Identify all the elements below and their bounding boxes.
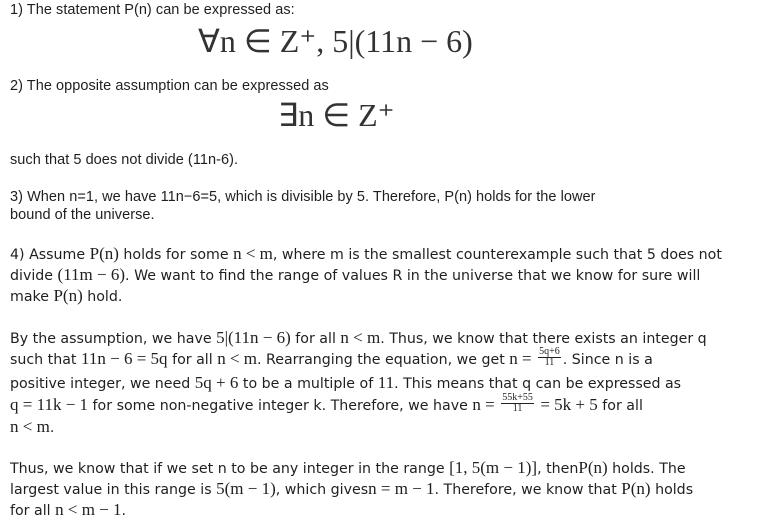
step5-line-1: By the assumption, we have 5|(11n − 6) for all n < m. Thus, we know that there exists an integer q [10, 328, 707, 347]
conclusion-line-3: for all n < m − 1. [10, 500, 127, 519]
base-case-line-2: bound of the universe. [10, 207, 155, 223]
step5-line-2: such that 11n − 6 = 5q for all n < m. Rearranging the equation, we get n = $\frac{5q+6}{11}$ . Since n is a [10, 345, 653, 368]
step5-line-5: n < m. [10, 417, 55, 436]
step4-line-3: make P(n) hold. [10, 286, 123, 305]
conclusion-line-1: Thus, we know that if we set n to be any integer in the range [1, 5(m − 1)], thenP(n) holds. The [10, 458, 686, 477]
step4-line-2: divide (11m − 6). We want to find the range of values R in the universe that we know for sure will [10, 265, 701, 284]
statement-intro: 1) The statement P(n) can be expressed as: [10, 2, 295, 18]
step4-line-1: 4) Assume P(n) holds for some n < m, where m is the smallest counterexample such that 5 does not [10, 244, 722, 263]
statement-formula: ∀n ∈ Z⁺, 5|(11n − 6) [198, 23, 473, 59]
opposite-continuation: such that 5 does not divide (11n-6). [10, 152, 239, 168]
step5-line-4: q = 11k − 1 for some non-negative integer k. Therefore, we have n = $\frac{55k+55}{11}$ = 5k + 5 for all [10, 391, 643, 414]
fraction-5q6-11: $\frac{5q+6}{11}$ [539, 345, 560, 368]
fraction-55k55-11: $\frac{55k+55}{11}$ [502, 391, 533, 414]
step5-line-3: positive integer, we need 5q + 6 to be a multiple of 11. This means that q can be expressed as [10, 373, 682, 392]
opposite-formula: ∃n ∈ Z⁺ [278, 97, 395, 133]
opposite-intro: 2) The opposite assumption can be expressed as [10, 78, 329, 94]
base-case-line-1: 3) When n=1, we have 11n−6=5, which is divisible by 5. Therefore, P(n) holds for the lower [10, 189, 596, 205]
conclusion-line-2: largest value in this range is 5(m − 1), which givesn = m − 1. Therefore, we know that P(n) holds [10, 479, 694, 498]
